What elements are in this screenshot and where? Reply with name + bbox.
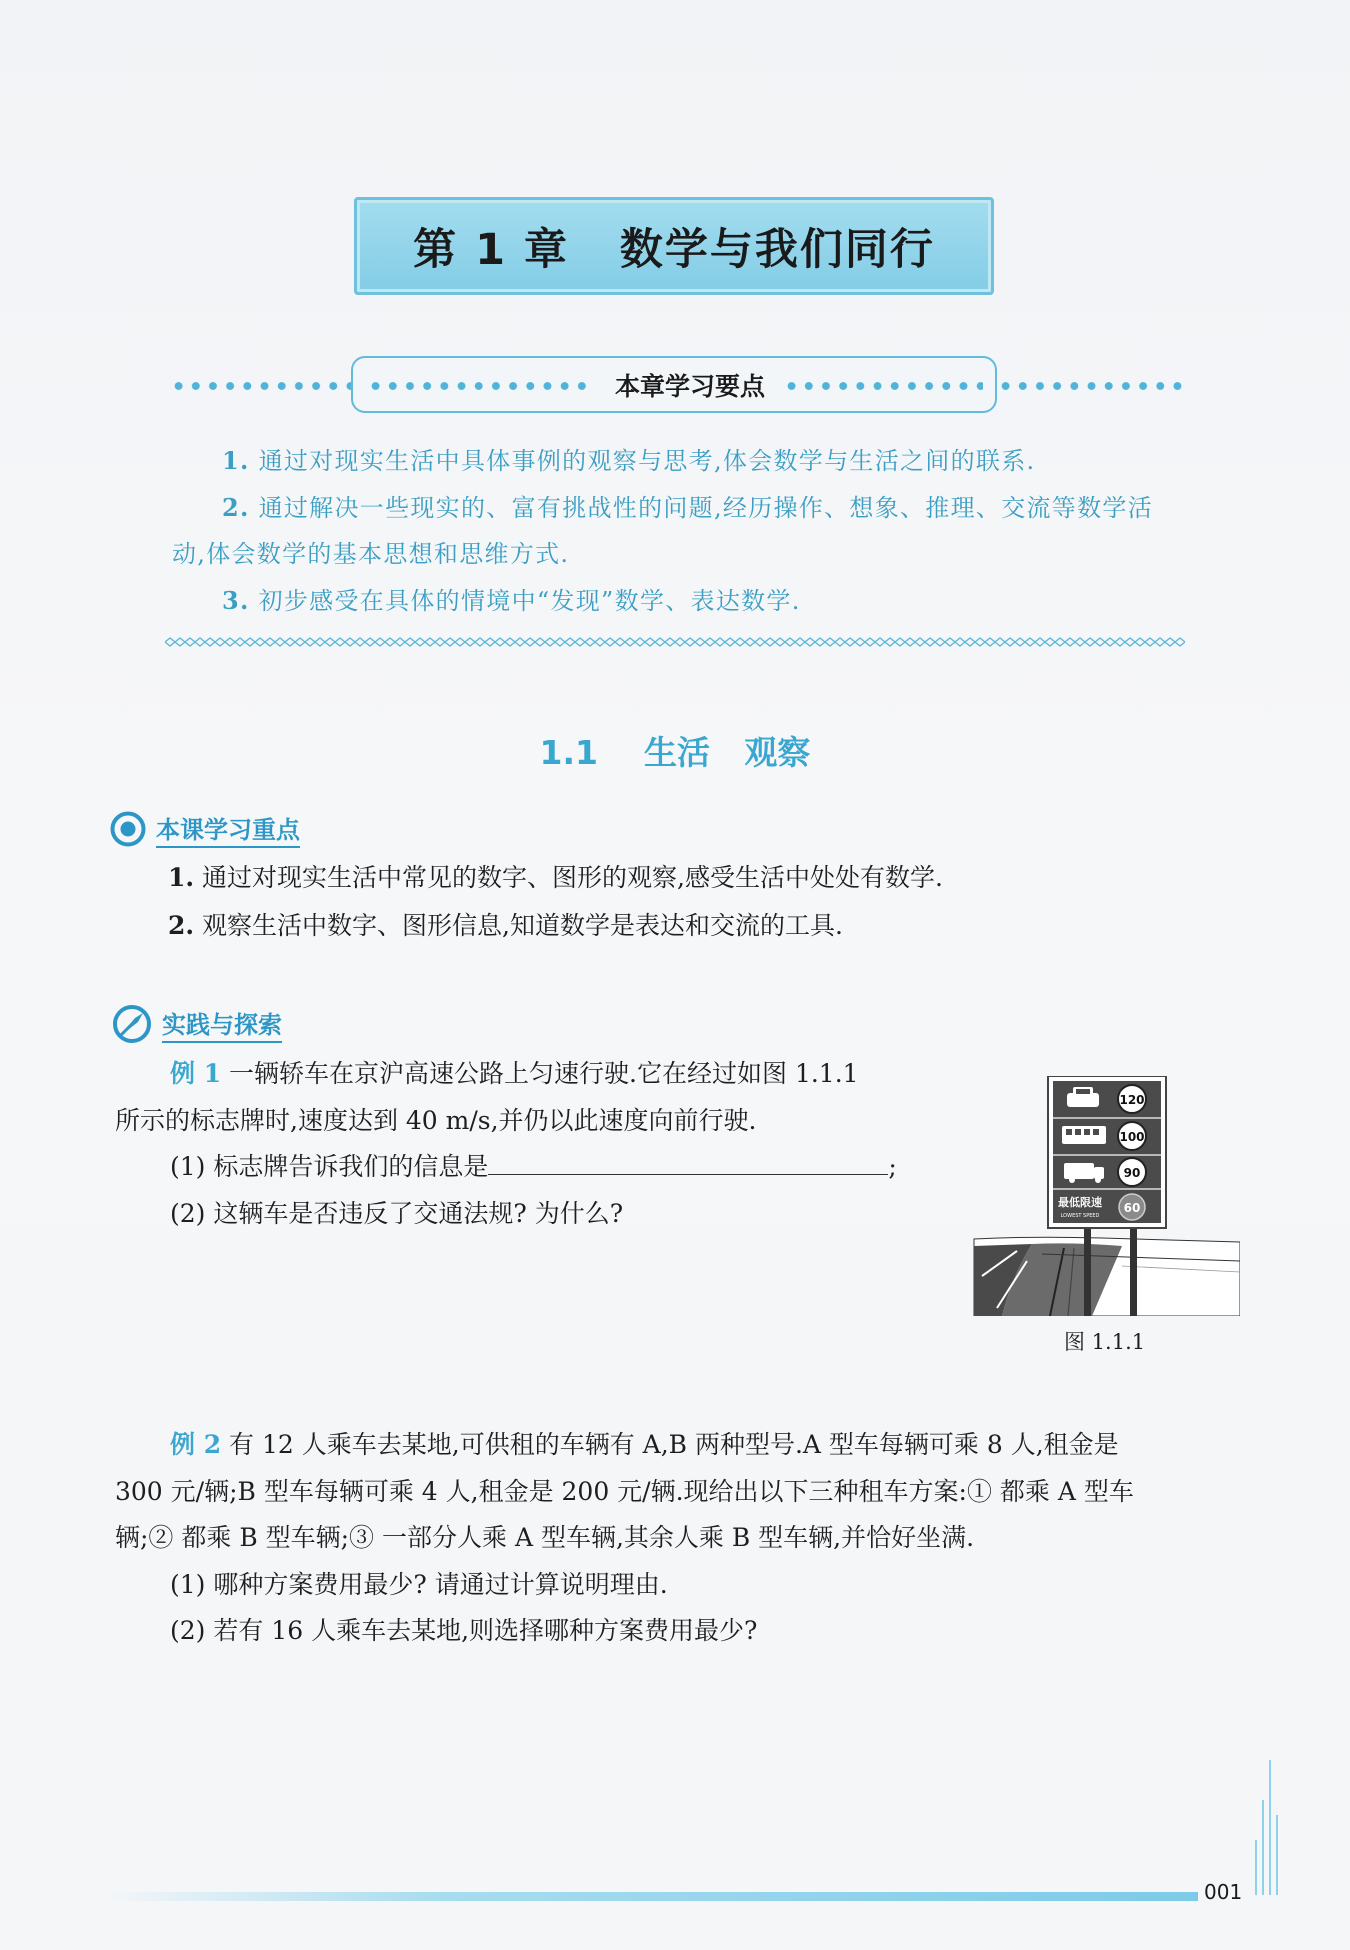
speed-limit-100 (1118, 1122, 1146, 1150)
min-speed-60 (1119, 1194, 1145, 1220)
target-circle-icon (110, 811, 146, 847)
svg-text:120: 120 (1119, 1093, 1145, 1107)
point-text: 通过对现实生活中常见的数字、图形的观察,感受生活中处处有数学. (194, 863, 943, 892)
lesson-point (168, 902, 1208, 950)
speed-limit-120 (1118, 1085, 1146, 1113)
practice-label: 实践与探索 (162, 1005, 282, 1043)
chapter-title-box (354, 197, 994, 295)
lesson-key-points-label: 本课学习重点 (156, 810, 300, 848)
header-dots-left (367, 381, 592, 391)
min-speed-sublabel: LOWEST SPEED (1060, 1213, 1100, 1219)
min-speed-label: 最低限速 (1058, 1196, 1102, 1209)
example-2 (115, 1422, 1245, 1655)
chapter-point (172, 578, 1182, 625)
dotted-divider-left (170, 381, 355, 391)
example-2-line-3: 辆;② 都乘 B 型车辆;③ 一部分人乘 A 型车辆,其余人乘 B 型车辆,并恰好坐满. (115, 1523, 975, 1552)
point-text: 初步感受在具体的情境中“发现”数学、表达数学. (249, 586, 801, 615)
example-2-line-1 (115, 1422, 1245, 1469)
question-1-end: ; (888, 1152, 897, 1181)
figure-caption: 图 1.1.1 (1064, 1330, 1146, 1354)
question-1-text: (1) 标志牌告诉我们的信息是 (170, 1152, 489, 1181)
footer-gradient-bar (108, 1892, 1198, 1901)
chapter-key-points-header (351, 356, 997, 413)
chapter-key-points-title: 本章学习要点 (614, 372, 765, 401)
svg-text:60: 60 (1123, 1201, 1141, 1215)
lesson-key-points (168, 854, 1208, 950)
example-1 (115, 1051, 965, 1237)
point-number: 3. (222, 585, 250, 615)
example-1-question-1 (115, 1144, 965, 1191)
point-number: 2. (222, 492, 250, 522)
point-number: 1. (222, 446, 250, 475)
example-2-text-1: 有 12 人乘车去某地,可供租的车辆有 A,B 两种型号.A 型车每辆可乘 8 人,租金是 (221, 1430, 1119, 1459)
example-2-label: 例 2 (170, 1430, 222, 1459)
section-title: 1.1 生活 观察 (539, 733, 811, 772)
example-1-question-2: (2) 这辆车是否违反了交通法规? 为什么? (170, 1198, 624, 1228)
speed-limit-sign-figure (972, 1076, 1240, 1316)
svg-text:90: 90 (1123, 1166, 1141, 1180)
example-1-text-1: 一辆轿车在京沪高速公路上匀速行驶.它在经过如图 1.1.1 (221, 1059, 859, 1088)
practice-heading (112, 1004, 282, 1044)
footer-vertical-lines (1253, 1760, 1283, 1895)
lesson-point (168, 854, 1208, 902)
pointer-cursor-icon (112, 1004, 152, 1044)
example-1-label: 例 1 (170, 1059, 222, 1088)
chapter-point (172, 438, 1182, 485)
chapter-title: 第 1 章 数学与我们同行 (413, 224, 935, 275)
example-2-question-2: (2) 若有 16 人乘车去某地,则选择哪种方案费用最少? (170, 1616, 758, 1645)
point-text: 观察生活中数字、图形信息,知道数学是表达和交流的工具. (194, 911, 843, 940)
point-text: 通过解决一些现实的、富有挑战性的问题,经历操作、想象、推理、交流等数学活动,体会数学的基本思想和思维方式. (172, 493, 1154, 568)
example-2-line-2: 300 元/辆;B 型车每辆可乘 4 人,租金是 200 元/辆.现给出以下三种租车方案:① 都乘 A 型车 (115, 1476, 1134, 1506)
example-1-line-1 (115, 1051, 965, 1098)
example-1-line-2: 所示的标志牌时,速度达到 40 m/s,并仍以此速度向前行驶. (115, 1105, 757, 1135)
point-text: 通过对现实生活中具体事例的观察与思考,体会数学与生活之间的联系. (249, 447, 1036, 475)
point-number: 1. (168, 863, 195, 892)
page-number: 001 (1204, 1880, 1243, 1904)
svg-text:100: 100 (1119, 1130, 1145, 1144)
point-number: 2. (168, 911, 195, 940)
lesson-key-points-heading (110, 810, 300, 848)
bus-icon (1062, 1126, 1106, 1144)
chapter-key-points (172, 438, 1182, 624)
header-dots-right (783, 381, 983, 391)
dotted-divider-right (997, 381, 1182, 391)
answer-blank[interactable] (488, 1150, 888, 1175)
example-2-question-1: (1) 哪种方案费用最少? 请通过计算说明理由. (170, 1569, 668, 1599)
speed-limit-90 (1118, 1158, 1146, 1186)
wavy-divider (165, 636, 1185, 648)
chapter-point (172, 485, 1182, 578)
